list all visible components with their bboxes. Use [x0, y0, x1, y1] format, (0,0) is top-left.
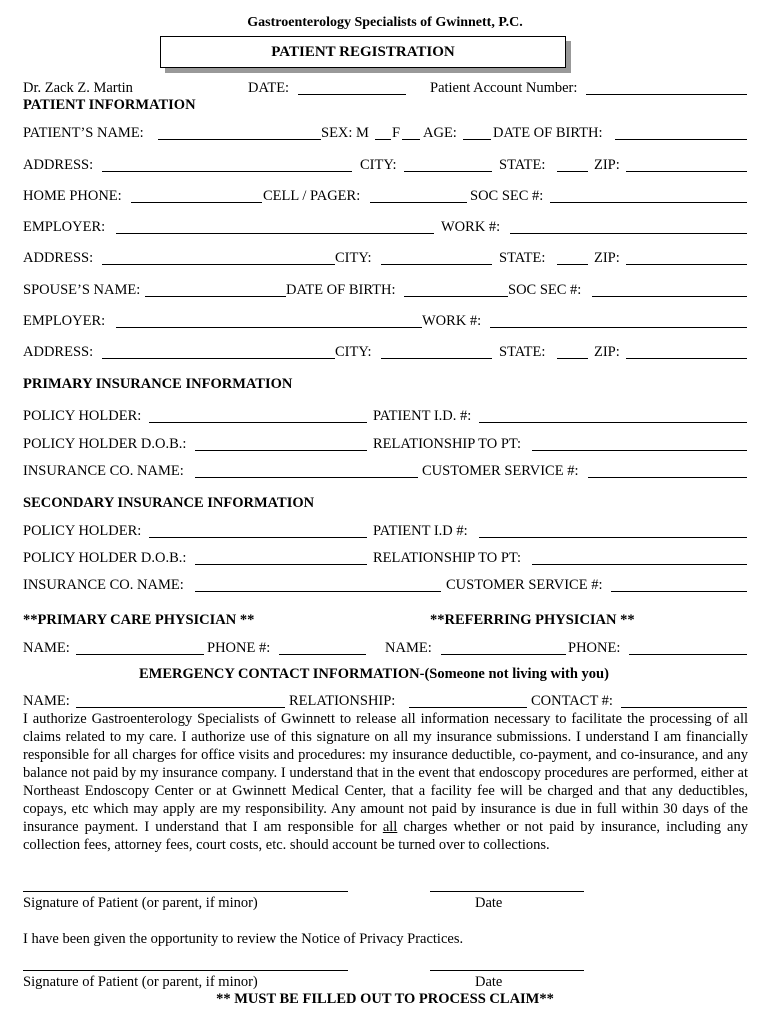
primary-insurance-co-label: INSURANCE CO. NAME: — [23, 463, 184, 479]
spouse-state-label: STATE: — [499, 344, 546, 360]
date-label-2: Date — [475, 974, 503, 990]
employer-state-field[interactable] — [557, 264, 588, 265]
form-title: PATIENT REGISTRATION — [160, 36, 566, 68]
employer-address-label: ADDRESS: — [23, 250, 94, 266]
doctor-name: Dr. Zack Z. Martin — [23, 80, 133, 96]
spouse-ssn-field[interactable] — [592, 296, 747, 297]
secondary-insurance-co-label: INSURANCE CO. NAME: — [23, 577, 184, 593]
address-label: ADDRESS: — [23, 157, 94, 173]
spouse-city-field[interactable] — [381, 358, 492, 359]
secondary-patient-id-field[interactable] — [479, 537, 747, 538]
pcp-name-label: NAME: — [23, 640, 70, 656]
date-label: DATE: — [248, 80, 290, 96]
home-phone-label: HOME PHONE: — [23, 188, 122, 204]
age-field[interactable] — [463, 139, 491, 140]
secondary-patient-id-label: PATIENT I.D #: — [373, 523, 468, 539]
authorization-text-1: I authorize Gastroenterology Specialists of Gwinnett to release all information necessary to facilitate the processing of all claims related to my care. I authorize use of this signature on all my insurance submissions. I understand I am financially responsible for all charges for office visits and procedures: my insurance deductible, co-payment, and co-insurance, and any balance not paid by my insurance company. I understand that in the event that endoscopy procedures are performed, either at Northeast Endoscopy Center or at Gwinnett Medical Center, that a facility fee will be charged and that any deductibles, copays, etc which may apply are my responsibility. Any amount not paid by insurance is due in full within 30 days of the insurance payment. I understand that I am responsible for — [23, 711, 748, 835]
work-label: WORK #: — [441, 219, 501, 235]
primary-holder-dob-field[interactable] — [195, 450, 367, 451]
work-field[interactable] — [510, 233, 747, 234]
secondary-relationship-label: RELATIONSHIP TO PT: — [373, 550, 522, 566]
patient-name-label: PATIENT’S NAME: — [23, 125, 144, 141]
spouse-state-field[interactable] — [557, 358, 588, 359]
primary-customer-service-label: CUSTOMER SERVICE #: — [422, 463, 579, 479]
sex-f-label: F — [392, 125, 401, 141]
cell-pager-field[interactable] — [370, 202, 467, 203]
spouse-dob-field[interactable] — [404, 296, 508, 297]
employer-city-label: CITY: — [335, 250, 372, 266]
employer-zip-field[interactable] — [626, 264, 747, 265]
emergency-name-label: NAME: — [23, 693, 70, 709]
date-field[interactable] — [298, 94, 406, 95]
secondary-relationship-field[interactable] — [532, 564, 747, 565]
primary-insurance-heading: PRIMARY INSURANCE INFORMATION — [23, 376, 293, 392]
spouse-work-label: WORK #: — [422, 313, 482, 329]
date-label-1: Date — [475, 895, 503, 911]
sex-label: SEX: M — [321, 125, 369, 141]
state-field[interactable] — [557, 171, 588, 172]
privacy-statement: I have been given the opportunity to review the Notice of Privacy Practices. — [23, 931, 464, 947]
employer-city-field[interactable] — [381, 264, 492, 265]
authorization-underlined: all — [382, 819, 398, 835]
spouse-address-field[interactable] — [102, 358, 335, 359]
spouse-work-field[interactable] — [490, 327, 747, 328]
city-label: CITY: — [360, 157, 397, 173]
pcp-phone-field[interactable] — [279, 654, 366, 655]
spouse-dob-label: DATE OF BIRTH: — [286, 282, 396, 298]
address-field[interactable] — [102, 171, 352, 172]
employer-label: EMPLOYER: — [23, 219, 106, 235]
primary-relationship-field[interactable] — [532, 450, 747, 451]
signature-line-2[interactable] — [23, 970, 348, 971]
ssn-label: SOC SEC #: — [470, 188, 544, 204]
home-phone-field[interactable] — [131, 202, 262, 203]
primary-patient-id-label: PATIENT I.D. #: — [373, 408, 472, 424]
date-line-1[interactable] — [430, 891, 584, 892]
spouse-employer-field[interactable] — [116, 327, 422, 328]
spouse-name-label: SPOUSE’S NAME: — [23, 282, 141, 298]
account-number-label: Patient Account Number: — [430, 80, 578, 96]
patient-info-heading: PATIENT INFORMATION — [23, 97, 196, 113]
practice-name: Gastroenterology Specialists of Gwinnett, P.C. — [247, 15, 523, 30]
employer-address-field[interactable] — [102, 264, 335, 265]
spouse-name-field[interactable] — [145, 296, 286, 297]
sex-f-field[interactable] — [402, 139, 420, 140]
emergency-contact-label: CONTACT #: — [531, 693, 613, 709]
authorization-paragraph — [23, 710, 748, 854]
ref-phone-label: PHONE: — [568, 640, 621, 656]
signature-label-1: Signature of Patient (or parent, if minor) — [23, 895, 258, 911]
cell-pager-label: CELL / PAGER: — [263, 188, 361, 204]
secondary-insurance-co-field[interactable] — [195, 591, 441, 592]
secondary-holder-dob-label: POLICY HOLDER D.O.B.: — [23, 550, 187, 566]
primary-holder-label: POLICY HOLDER: — [23, 408, 142, 424]
age-label: AGE: — [423, 125, 457, 141]
zip-label: ZIP: — [594, 157, 620, 173]
emergency-relationship-label: RELATIONSHIP: — [289, 693, 396, 709]
employer-field[interactable] — [116, 233, 434, 234]
spouse-city-label: CITY: — [335, 344, 372, 360]
secondary-customer-service-label: CUSTOMER SERVICE #: — [446, 577, 603, 593]
ref-phone-field[interactable] — [629, 654, 747, 655]
emergency-relationship-field[interactable] — [409, 707, 527, 708]
date-line-2[interactable] — [430, 970, 584, 971]
account-number-field[interactable] — [586, 94, 747, 95]
dob-field[interactable] — [615, 139, 747, 140]
primary-holder-field[interactable] — [149, 422, 367, 423]
spouse-address-label: ADDRESS: — [23, 344, 94, 360]
ref-name-label: NAME: — [385, 640, 432, 656]
employer-zip-label: ZIP: — [594, 250, 620, 266]
authorization-text-2: charges whether or not paid by insurance, including any collection fees, attorney fees, court costs, etc. should account be turned over to collections. — [23, 819, 748, 853]
pcp-name-field[interactable] — [76, 654, 204, 655]
primary-care-physician-heading: **PRIMARY CARE PHYSICIAN ** — [23, 612, 255, 628]
secondary-holder-field[interactable] — [149, 537, 367, 538]
secondary-holder-label: POLICY HOLDER: — [23, 523, 142, 539]
footer-notice: ** MUST BE FILLED OUT TO PROCESS CLAIM** — [216, 991, 554, 1007]
spouse-zip-label: ZIP: — [594, 344, 620, 360]
pcp-phone-label: PHONE #: — [207, 640, 271, 656]
signature-label-2: Signature of Patient (or parent, if minor) — [23, 974, 258, 990]
referring-physician-heading: **REFERRING PHYSICIAN ** — [430, 612, 635, 628]
spouse-ssn-label: SOC SEC #: — [508, 282, 582, 298]
primary-insurance-co-field[interactable] — [195, 477, 418, 478]
sex-m-field[interactable] — [375, 139, 391, 140]
secondary-holder-dob-field[interactable] — [195, 564, 367, 565]
employer-state-label: STATE: — [499, 250, 546, 266]
state-label: STATE: — [499, 157, 546, 173]
primary-customer-service-field[interactable] — [588, 477, 747, 478]
primary-holder-dob-label: POLICY HOLDER D.O.B.: — [23, 436, 187, 452]
emergency-name-field[interactable] — [76, 707, 285, 708]
zip-field[interactable] — [626, 171, 747, 172]
dob-label: DATE OF BIRTH: — [493, 125, 603, 141]
secondary-customer-service-field[interactable] — [611, 591, 747, 592]
spouse-employer-label: EMPLOYER: — [23, 313, 106, 329]
patient-name-field[interactable] — [158, 139, 321, 140]
emergency-contact-field[interactable] — [621, 707, 747, 708]
signature-line-1[interactable] — [23, 891, 348, 892]
ssn-field[interactable] — [550, 202, 747, 203]
primary-patient-id-field[interactable] — [479, 422, 747, 423]
emergency-contact-heading: EMERGENCY CONTACT INFORMATION-(Someone not living with you) — [139, 666, 609, 682]
primary-relationship-label: RELATIONSHIP TO PT: — [373, 436, 522, 452]
city-field[interactable] — [404, 171, 492, 172]
secondary-insurance-heading: SECONDARY INSURANCE INFORMATION — [23, 495, 315, 511]
spouse-zip-field[interactable] — [626, 358, 747, 359]
ref-name-field[interactable] — [441, 654, 566, 655]
